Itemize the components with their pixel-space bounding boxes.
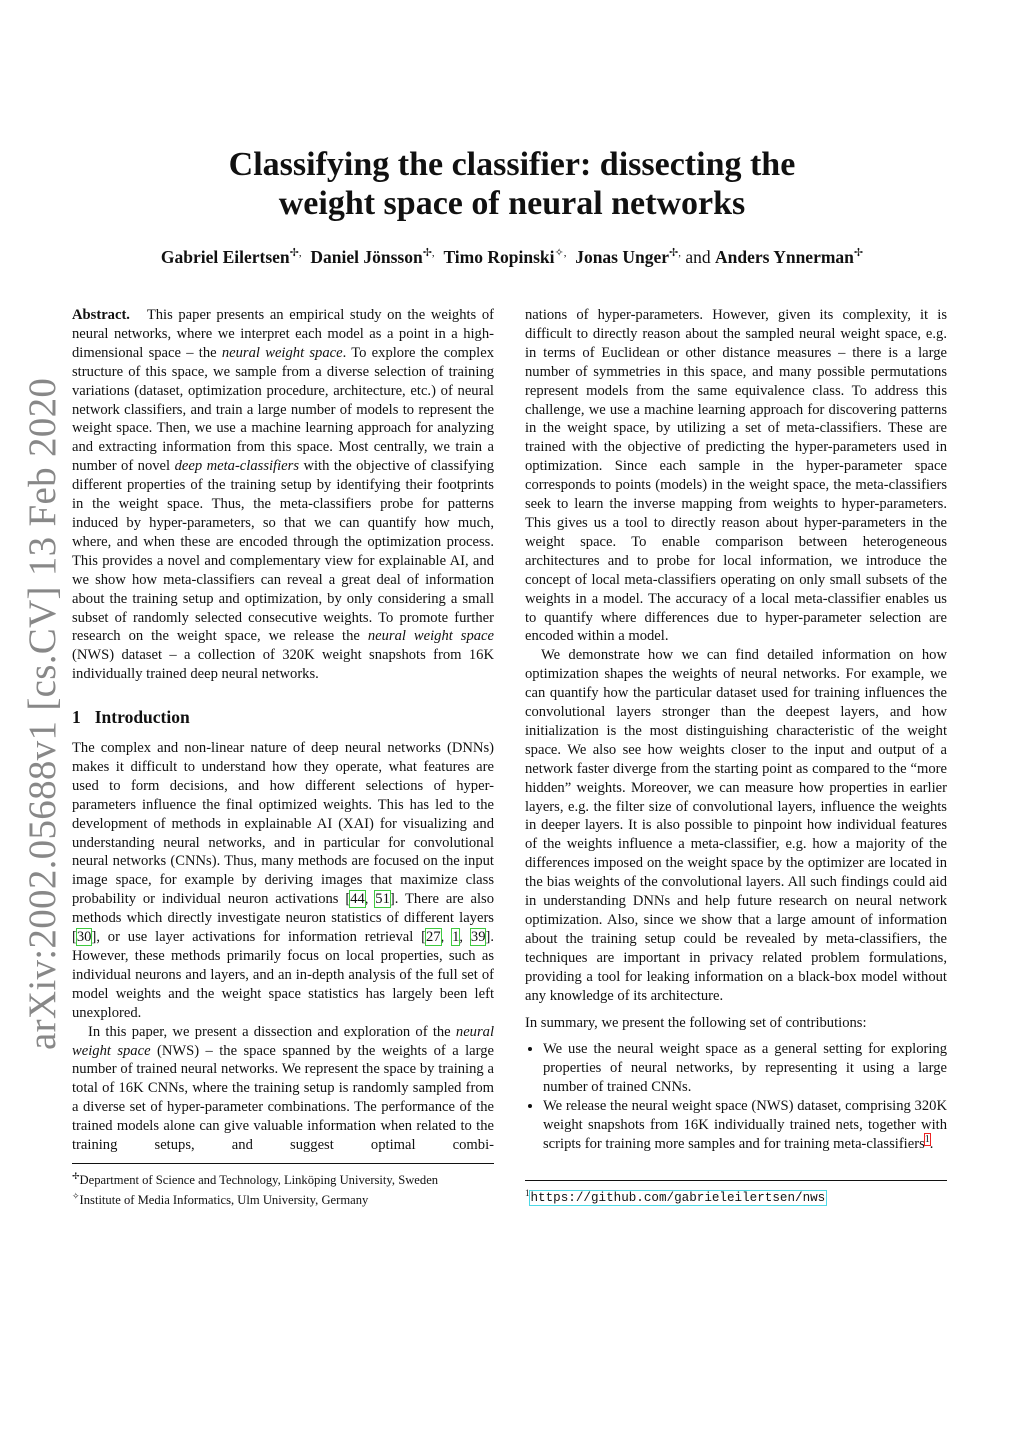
emphasized-text: neural weight space — [221, 344, 343, 361]
paragraph — [72, 1023, 494, 1155]
author-name: Daniel Jönsson — [310, 246, 423, 267]
text-run: The complex and non-linear nature of deep neural networks (DNNs) makes it difficult to understand how they operate, what features are used to form decisions, and how different selections of hyper-parameters influence the final optimized weights. This has led to the development of methods in explainable AI (XAI) for visualizing and understanding neural networks, and in particular for convolutional neural networks (CNNs). Thus, many methods are focused on the input image space, for example by deriving images that maximize class probability or individual neuron activations [ — [72, 740, 494, 908]
text-run: (NWS) dataset – a collection of 320K weight snapshots from 16K individually trained deep neural networks. — [72, 647, 494, 683]
contribution-list — [525, 1040, 947, 1153]
abstract-label: Abstract. — [72, 307, 130, 323]
affiliations — [72, 1168, 438, 1208]
title-line-1: Classifying the classifier: dissecting the — [228, 146, 796, 183]
citation-link[interactable]: 39 — [470, 929, 486, 946]
affiliation-mark: ✧, — [554, 247, 567, 259]
paper-title — [0, 145, 1024, 223]
github-link[interactable]: https://github.com/gabrieleilertsen/nws — [530, 1191, 826, 1206]
footnote-mark: 1 — [525, 1188, 530, 1198]
citation-link[interactable]: 27 — [426, 929, 441, 946]
text-run: , — [459, 929, 471, 946]
paragraph — [525, 306, 947, 646]
author-name: Anders Ynnerman — [715, 246, 854, 267]
text-run: We demonstrate how we can find detailed information on how optimization shapes the weights of neural networks. For example, we can quantify how the particular dataset used for training influences the convolutional layers stronger than the deepest layers, and how initialization is the most distinguishing characteristic of the weight space. We also see how weights closer to the input and output of a network faster diverge from the starting point as compared to the “more hidden” weights. Moreover, we can measure how properties in earlier layers, e.g. the filter size of convolutional layers, influence the weights in deeper layers. It is also possible to pinpoint how individual features of the weights influence a meta-classifier, e.g. how a majority of the differences imposed on the weight space by the optimizer are located in the bias weights of the convolutional layers. All such findings could aid in understanding DNNs and help future research on neural network optimization. Also, since we show that a large amount of information about the training setup could be revealed by meta-classifiers, the techniques are important in privacy related problem formulations, providing a tool for leaking information on a black-box model without any knowledge of its architecture. — [525, 647, 947, 1004]
text-run: ]. There are also methods which directly investigate neuron statistics of different layers [ — [72, 891, 495, 946]
text-run: ], or use layer activations for information retrieval [ — [91, 929, 427, 946]
citation-link[interactable]: 30 — [76, 929, 92, 946]
summary-intro: In summary, we present the following set of contributions: — [525, 1014, 867, 1031]
text-run: nations of hyper-parameters. However, given its complexity, it is difficult to directly reason about the sampled neural weight space, e.g. in terms of Euclidean or other distance measures – there is a large number of symmetries in this space, and many possible permutations represent models from the same equivalence class. To address this challenge, we use a machine learning approach for discovering patterns in the weight space, by utilizing a set of meta-classifiers. These are trained with the objective of predicting the hyper-parameters used in optimization. Since each sample in the hyper-parameter space corresponds to points (models) in the weight space, the meta-classifiers seek to learn the inverse mapping from weights to hyper-parameters. This gives us a tool to directly reason about hyper-parameters in the weight space. To enable comparison between heterogeneous architectures and to probe for local information, we introduce the concept of local meta-classifiers operating on only small subsets of the weights in a model. The accuracy of a local meta-classifier enables us to quantify where differences due to hyper-parameter selection are encoded within a model. — [525, 307, 947, 645]
affiliation-mark: ✢, — [669, 247, 681, 259]
emphasized-text: deep meta-classifiers — [174, 458, 299, 475]
author-name: Gabriel Eilertsen — [160, 246, 290, 267]
contribution-item — [543, 1040, 947, 1097]
text-run: This paper presents an empirical study on the weights of neural networks, where we interpret each model as a point in a high-dimensional space – the — [72, 307, 494, 361]
footnote-rule — [525, 1180, 947, 1181]
citation-link[interactable]: 1 — [452, 929, 460, 946]
footnote-link[interactable]: 1 — [924, 1134, 930, 1146]
footnote — [525, 1185, 826, 1206]
text-run: ]. However, these methods primarily focus on local properties, such as individual neurons and layers, and an in-depth analysis of the full set of model weights and the weight space statistics has largely been left unexplored. — [72, 929, 494, 1021]
text-run: , — [364, 891, 376, 908]
text-run: , — [440, 929, 453, 946]
author-name: Jonas Unger — [575, 246, 670, 267]
citation-link[interactable]: 44 — [350, 891, 365, 908]
emphasized-text: neural weight space — [367, 628, 494, 645]
affiliation-mark: ✢, — [289, 247, 302, 259]
text-run: (NWS) – the space spanned by the weights of a large number of trained neural networks. We represent the space by training a total of 16K CNNs, where the training setup is randomly sampled from a diverse set of hyper-parameter combinations. The performance of the trained models alone can give valuable information when related to the training setups, and suggest optimal combi- — [72, 1042, 494, 1154]
citation-link[interactable]: 51 — [375, 891, 390, 908]
author-name: Timo Ropinski — [443, 246, 555, 267]
paragraph — [525, 646, 947, 1005]
author-list — [0, 246, 1024, 268]
intro-left-column — [72, 739, 494, 1155]
affiliation-mark: ✧ — [72, 1191, 80, 1202]
affiliation-mark: ✢ — [72, 1171, 80, 1181]
affiliation-mark: ✢ — [853, 247, 864, 259]
paragraph — [72, 739, 494, 1023]
abstract — [72, 306, 494, 684]
text-run: with the objective of classifying different properties of the training setup by identifying their footprints in the weight space. Thus, the meta-classifiers probe for patterns induced by hyper-parameters, so that we can quantify how much, where, and when these are encoded through the optimization process. This provides a novel and complementary view for explainable AI, and we show how meta-classifiers can reveal a great deal of information about the training setup and optimization, by only considering a small subset of randomly selected consecutive weights. To promote further research on the weight space, we release the — [72, 458, 494, 645]
text-run: . To explore the complex structure of this space, we sample from a diverse selection of training variations (dataset, optimization procedure, architecture, etc.) of neural network classifiers, and train a large number of models to represent the weight space. Then, we use a machine learning approach for analyzing and extracting information from this space. Most centrally, we train a number of novel — [72, 344, 495, 475]
authors-and: and — [685, 246, 711, 267]
arxiv-side-stamp: arXiv:2002.05688v1 [cs.CV] 13 Feb 2020 — [21, 377, 64, 1050]
contribution-text: We use the neural weight space as a general setting for exploring properties of neural networks, by representing it using a large number of trained CNNs. — [543, 1041, 947, 1096]
section-number: 1 — [72, 707, 81, 727]
emphasized-text: neural weight space — [72, 1023, 494, 1059]
affiliation-text: Institute of Media Informatics, Ulm University, Germany — [79, 1193, 369, 1208]
affiliation-text: Department of Science and Technology, Linköping University, Sweden — [79, 1173, 439, 1188]
title-line-2: weight space of neural networks — [278, 185, 746, 222]
abstract-body — [72, 307, 494, 682]
affiliation-mark: ✢, — [422, 247, 435, 259]
footnote-rule — [72, 1163, 494, 1164]
contribution-item: • We release the neural weight space (NWS) dataset, comprising 320K weight snapshots from 16K individually trained nets, together with scripts for training more samples and for training meta-classifiers$^1$. — [543, 1097, 947, 1154]
contribution-text: We release the neural weight space (NWS) dataset, comprising 320K weight snapshots from 16K individually trained nets, together with scripts for training more samples and for training meta-classifiers — [543, 1098, 947, 1152]
text-run: In this paper, we present a dissection and exploration of the — [88, 1023, 456, 1040]
section-heading — [72, 708, 494, 727]
intro-right-column — [525, 306, 947, 1154]
section-title: Introduction — [94, 707, 190, 727]
